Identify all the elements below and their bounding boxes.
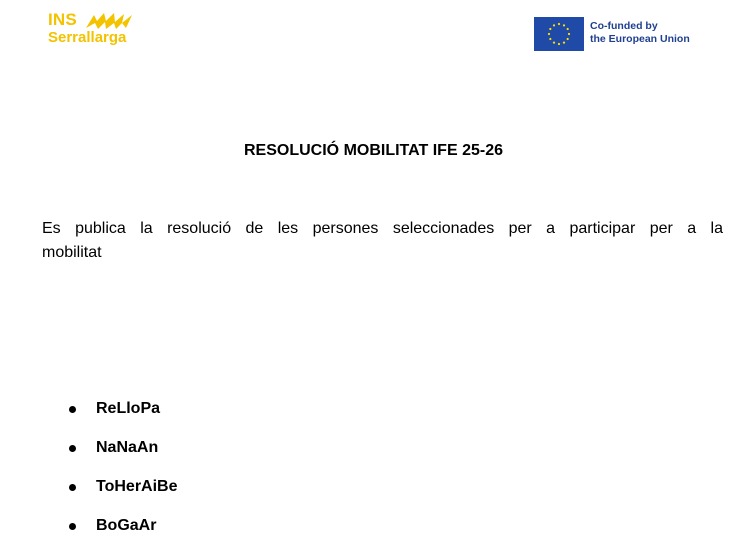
bullet-icon <box>69 484 76 491</box>
intro-paragraph-line2: mobilitat <box>42 244 102 261</box>
intro-paragraph <box>42 217 723 265</box>
intro-paragraph-line1: Es publica la resolució de les persones seleccionades per a participar per a la <box>42 220 723 237</box>
eu-star-icon <box>549 38 551 40</box>
selected-name: NaNaAn <box>96 439 159 456</box>
eu-cofunded-logo <box>534 17 704 51</box>
eu-star-icon <box>558 23 560 25</box>
logo-ins-text: INS <box>48 10 77 29</box>
eu-star-icon <box>568 33 570 35</box>
ins-serrallarga-logo <box>48 11 140 49</box>
eu-star-icon <box>567 28 569 30</box>
eu-flag-icon <box>534 17 584 51</box>
eu-star-icon <box>563 24 565 26</box>
eu-star-icon <box>549 28 551 30</box>
eu-star-icon <box>567 38 569 40</box>
document-title: RESOLUCIÓ MOBILITAT IFE 25-26 <box>244 142 503 159</box>
selected-name: ToHerAiBe <box>96 478 178 495</box>
eu-star-icon <box>553 42 555 44</box>
eu-text-line2: the European Union <box>590 33 690 45</box>
ins-wave-mark-icon <box>84 11 134 31</box>
bullet-icon <box>69 445 76 452</box>
eu-text-line1: Co-funded by <box>590 20 658 32</box>
eu-star-icon <box>548 33 550 35</box>
bullet-icon <box>69 523 76 530</box>
selected-name: BoGaAr <box>96 517 157 534</box>
eu-star-icon <box>553 24 555 26</box>
eu-star-icon <box>563 42 565 44</box>
logo-serrallarga-text: Serrallarga <box>48 29 127 46</box>
selected-name: ReLloPa <box>96 400 161 417</box>
bullet-icon <box>69 406 76 413</box>
eu-cofunded-text <box>590 20 690 46</box>
eu-star-icon <box>558 43 560 45</box>
